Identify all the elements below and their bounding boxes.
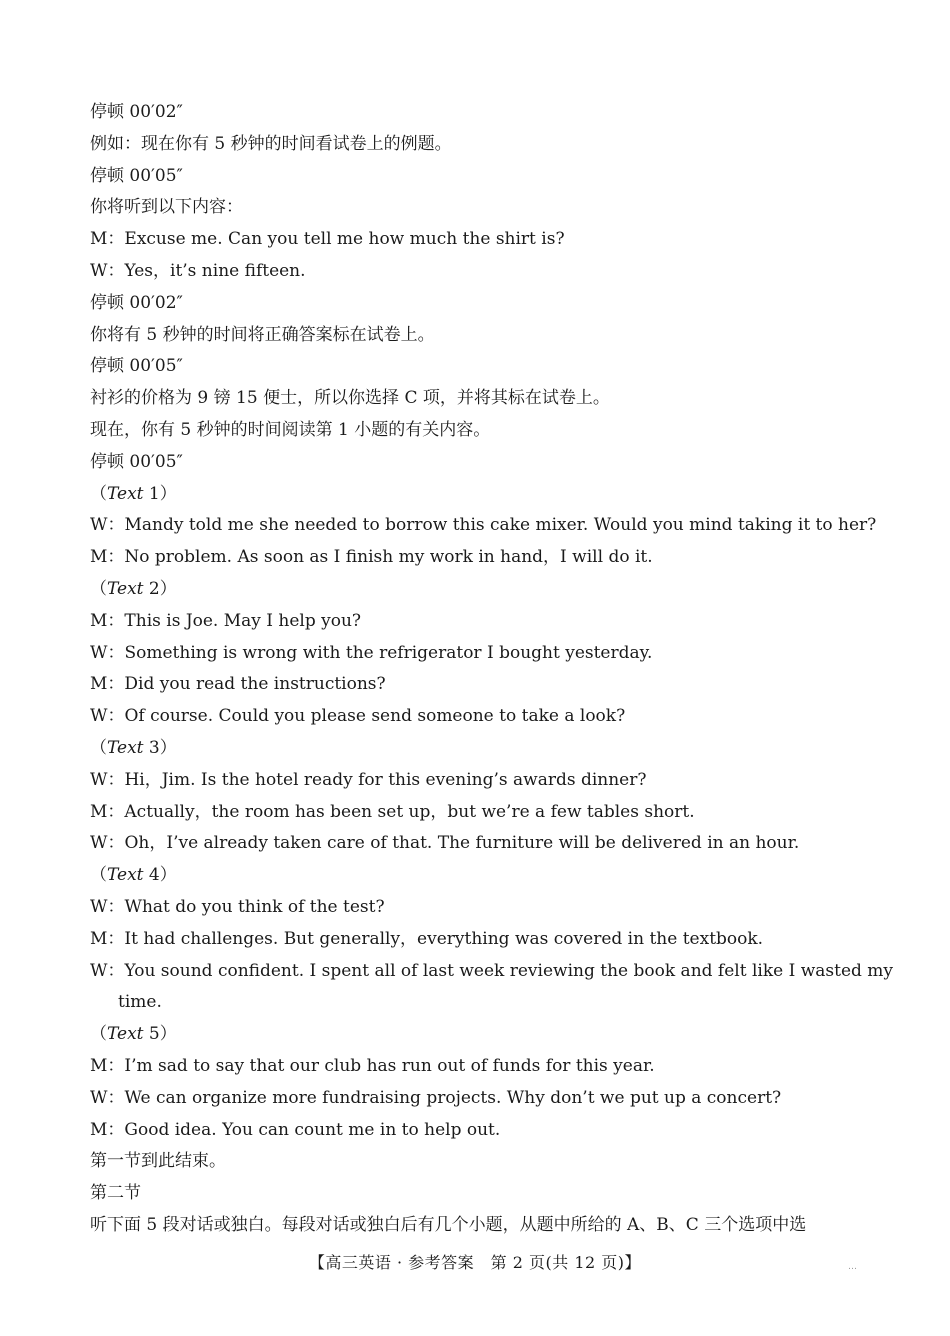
label-open: （ <box>90 578 107 599</box>
label-word: Text <box>107 578 144 599</box>
text-line: 例如：现在你有 5 秒钟的时间看试卷上的例题。 <box>90 133 452 154</box>
text-line: M：Excuse me. Can you tell me how much the shirt is? <box>90 229 565 250</box>
label-open: （ <box>90 865 107 886</box>
text-line: M：Actually，the room has been set up，but we’re a few tables short. <box>90 801 695 822</box>
text-line: W：Yes，it’s nine fifteen. <box>90 260 306 281</box>
label-open: （ <box>90 1024 107 1045</box>
label-word: Text <box>107 865 144 886</box>
dialogue-label <box>90 733 870 765</box>
text-line: W：We can organize more fundraising projects. Why don’t we put up a concert? <box>90 1087 782 1108</box>
text-line: W：Oh，I’ve already taken care of that. The furniture will be delivered in an hour. <box>90 833 800 854</box>
text-line: 听下面 5 段对话或独白。每段对话或独白后有几个小题，从题中所给的 A、B、C 三个选项中选 <box>90 1214 807 1235</box>
page-footer: 【高三英语 · 参考答案 第 2 页(共 12 页)】 <box>308 1253 642 1272</box>
dialogue-label <box>90 860 870 892</box>
text-line: M：No problem. As soon as I finish my work in hand，I will do it. <box>90 547 653 568</box>
text-line: 停顿 00′02″ <box>90 102 183 122</box>
text-line: 停顿 00′05″ <box>90 165 183 186</box>
text-line: W：Something is wrong with the refrigerator I bought yesterday. <box>90 642 653 663</box>
text-line: M：It had challenges. But generally，everything was covered in the textbook. <box>90 928 764 949</box>
text-line: W：What do you think of the test? <box>90 896 385 917</box>
label-number: 4） <box>143 865 177 886</box>
text-line: W：You sound confident. I spent all of last week reviewing the book and felt like I wasted my <box>90 960 894 981</box>
dialogue-label <box>90 574 870 606</box>
text-line: M：I’m sad to say that our club has run out of funds for this year. <box>90 1055 655 1076</box>
text-line: 衬衫的价格为 9 镑 15 便士，所以你选择 C 项，并将其标在试卷上。 <box>90 388 610 409</box>
corner-mark: … <box>848 1262 857 1272</box>
label-number: 3） <box>143 737 177 758</box>
text-line: W：Of course. Could you please send someone to take a look? <box>90 706 626 727</box>
text-line: W：Hi，Jim. Is the hotel ready for this evening’s awards dinner? <box>90 769 647 790</box>
label-open: （ <box>90 737 107 758</box>
label-number: 1） <box>143 483 177 504</box>
text-line: 第一节到此结束。 <box>90 1151 226 1172</box>
text-line: 你将有 5 秒钟的时间将正确答案标在试卷上。 <box>90 324 435 345</box>
dialogue-label <box>90 1019 870 1051</box>
text-line: 你将听到以下内容： <box>90 197 243 218</box>
text-line: 现在，你有 5 秒钟的时间阅读第 1 小题的有关内容。 <box>90 419 491 440</box>
document-body <box>90 97 894 1242</box>
text-line: M：Did you read the instructions? <box>90 674 386 695</box>
label-number: 5） <box>143 1024 177 1045</box>
text-line: M：Good idea. You can count me in to help out. <box>90 1119 501 1140</box>
label-word: Text <box>107 1024 144 1045</box>
dialogue-label <box>90 479 870 511</box>
text-line: 停顿 00′05″ <box>90 451 183 472</box>
label-number: 2） <box>143 578 177 599</box>
text-line: W：Mandy told me she needed to borrow this cake mixer. Would you mind taking it to her? <box>90 515 877 536</box>
text-line: 第二节 <box>90 1183 141 1204</box>
text-line-continuation: time. <box>118 992 162 1013</box>
text-line: 停顿 00′02″ <box>90 292 183 313</box>
label-open: （ <box>90 483 107 504</box>
text-line: M：This is Joe. May I help you? <box>90 610 362 631</box>
label-word: Text <box>107 737 144 758</box>
text-line: 停顿 00′05″ <box>90 356 183 377</box>
label-word: Text <box>107 483 144 504</box>
